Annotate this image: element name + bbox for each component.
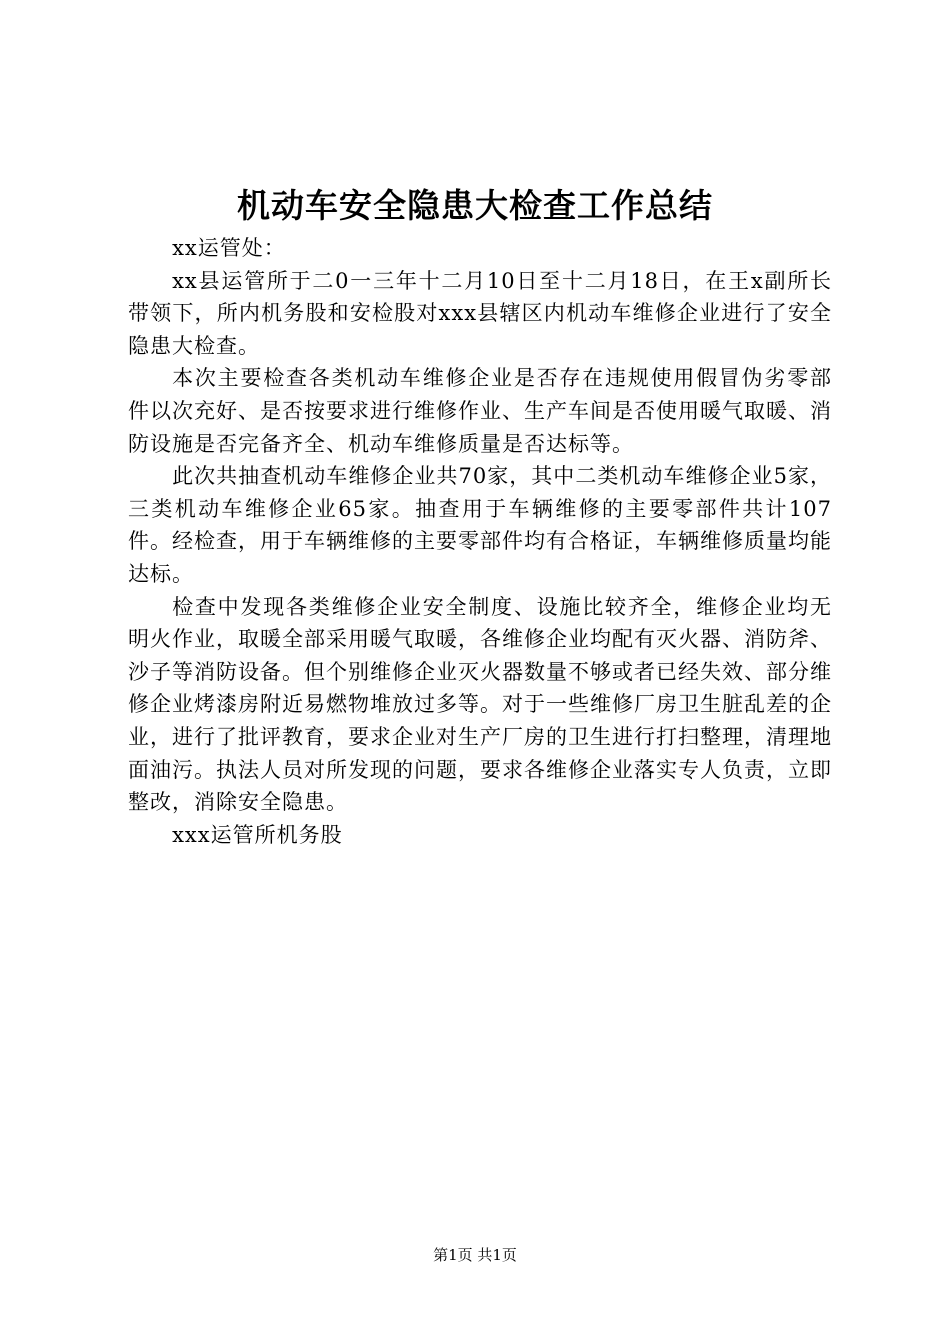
- paragraph-2: 本次主要检查各类机动车维修企业是否存在违规使用假冒伪劣零部件以次充好、是否按要求进行维修作业、生产车间是否使用暖气取暖、消防设施是否完备齐全、机动车维修质量是否达标等。: [128, 366, 832, 456]
- document-title: 机动车安全隐患大检查工作总结: [237, 186, 713, 225]
- document-body: [128, 232, 832, 851]
- signature: xxx运管所机务股: [172, 822, 343, 847]
- page-footer: 第1页 共1页: [433, 1246, 517, 1264]
- salutation: xx运管处：: [172, 236, 286, 260]
- paragraph-1: xx县运管所于二0一三年十二月10日至十二月18日，在王x副所长带领下，所内机务股和安检股对xxx县辖区内机动车维修企业进行了安全隐患大检查。: [128, 268, 832, 358]
- paragraph-4: 检查中发现各类维修企业安全制度、设施比较齐全，维修企业均无明火作业，取暖全部采用暖气取暖，各维修企业均配有灭火器、消防斧、沙子等消防设备。但个别维修企业灭火器数量不够或者已经失效、部分维修企业烤漆房附近易燃物堆放过多等。对于一些维修厂房卫生脏乱差的企业，进行了批评教育，要求企业对生产厂房的卫生进行打扫整理，清理地面油污。执法人员对所发现的问题，要求各维修企业落实专人负责，立即整改，消除安全隐患。: [128, 594, 832, 815]
- paragraph-3: 此次共抽查机动车维修企业共70家，其中二类机动车维修企业5家，三类机动车维修企业65家。抽查用于车辆维修的主要零部件共计107件。经检查，用于车辆维修的主要零部件均有合格证，车辆维修质量均能达标。: [128, 464, 832, 586]
